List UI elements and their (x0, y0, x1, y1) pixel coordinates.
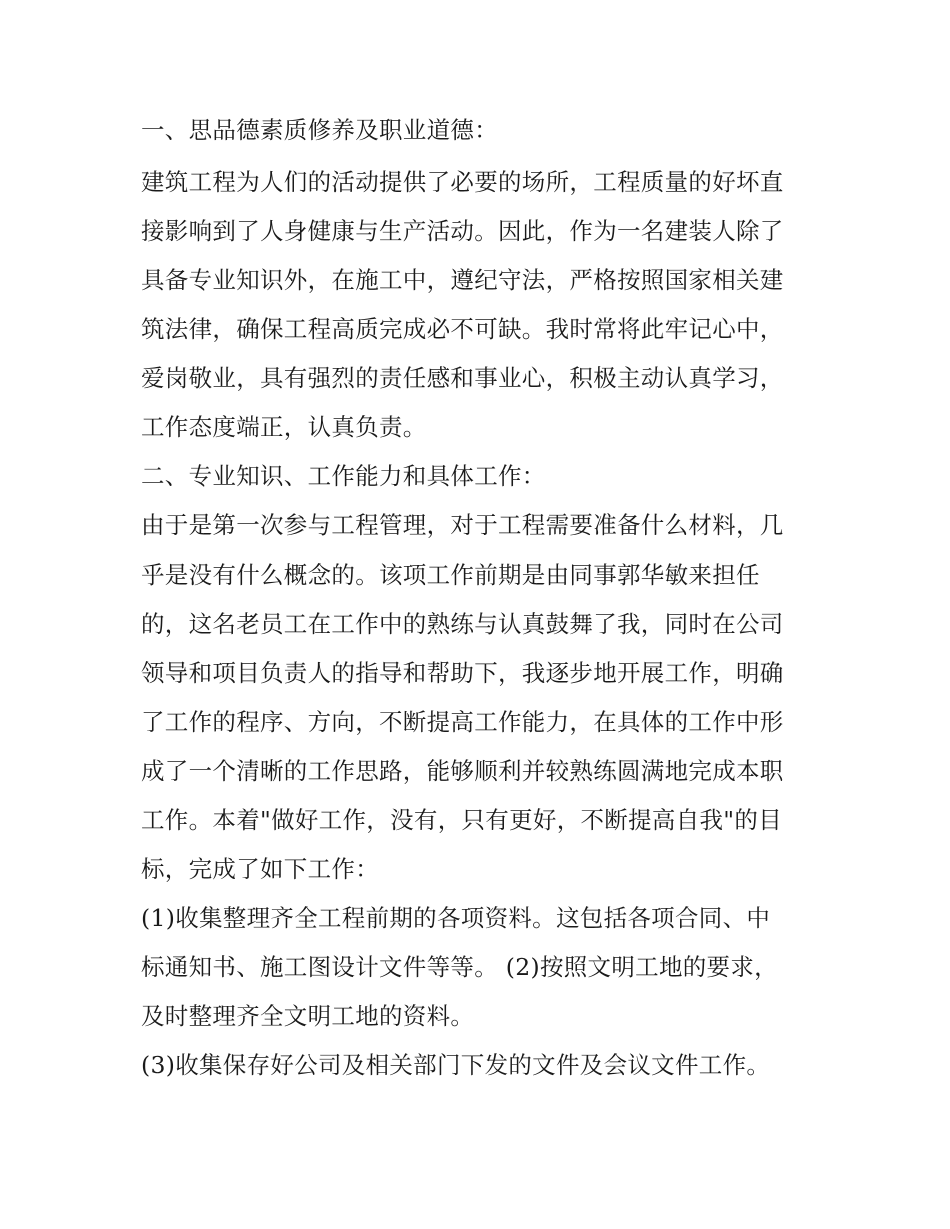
paragraph-line: 的，这名老员工在工作中的熟练与认真鼓舞了我，同时在公司 (141, 610, 784, 638)
paragraph-line: 筑法律，确保工程高质完成必不可缺。我时常将此牢记心中， (141, 315, 784, 343)
paragraph-line: 成了一个清晰的工作思路，能够顺利并较熟练圆满地完成本职 (141, 757, 784, 785)
paragraph-line: 接影响到了人身健康与生产活动。因此，作为一名建装人除了 (141, 217, 784, 245)
list-item-line: (3)收集保存好公司及相关部门下发的文件及会议文件工作。 (141, 1051, 771, 1079)
list-item-line: 及时整理齐全文明工地的资料。 (141, 1002, 475, 1030)
list-item-line: 标通知书、施工图设计文件等等。 (2)按照文明工地的要求， (141, 953, 778, 981)
paragraph-line: 由于是第一次参与工程管理，对于工程需要准备什么材料，几 (141, 511, 784, 539)
section-heading-2: 二、专业知识、工作能力和具体工作： (141, 462, 546, 490)
paragraph-line: 了工作的程序、方向，不断提高工作能力，在具体的工作中形 (141, 708, 784, 736)
paragraph-line: 工作态度端正，认真负责。 (141, 413, 427, 441)
paragraph-line: 具备专业知识外，在施工中，遵纪守法，严格按照国家相关建 (141, 266, 784, 294)
paragraph-line: 领导和项目负责人的指导和帮助下，我逐步地开展工作，明确 (141, 659, 784, 687)
paragraph-line: 标，完成了如下工作： (141, 855, 379, 883)
section-heading-1: 一、思品德素质修养及职业道德： (141, 116, 498, 144)
paragraph-line: 建筑工程为人们的活动提供了必要的场所，工程质量的好坏直 (141, 168, 784, 196)
paragraph-line: 乎是没有什么概念的。该项工作前期是由同事郭华敏来担任 (141, 561, 760, 589)
list-item-line: (1)收集整理齐全工程前期的各项资料。这包括各项合同、中 (141, 904, 771, 932)
paragraph-line: 工作。本着"做好工作，没有，只有更好，不断提高自我"的目 (141, 806, 783, 834)
paragraph-line: 爱岗敬业，具有强烈的责任感和事业心，积极主动认真学习， (141, 364, 784, 392)
